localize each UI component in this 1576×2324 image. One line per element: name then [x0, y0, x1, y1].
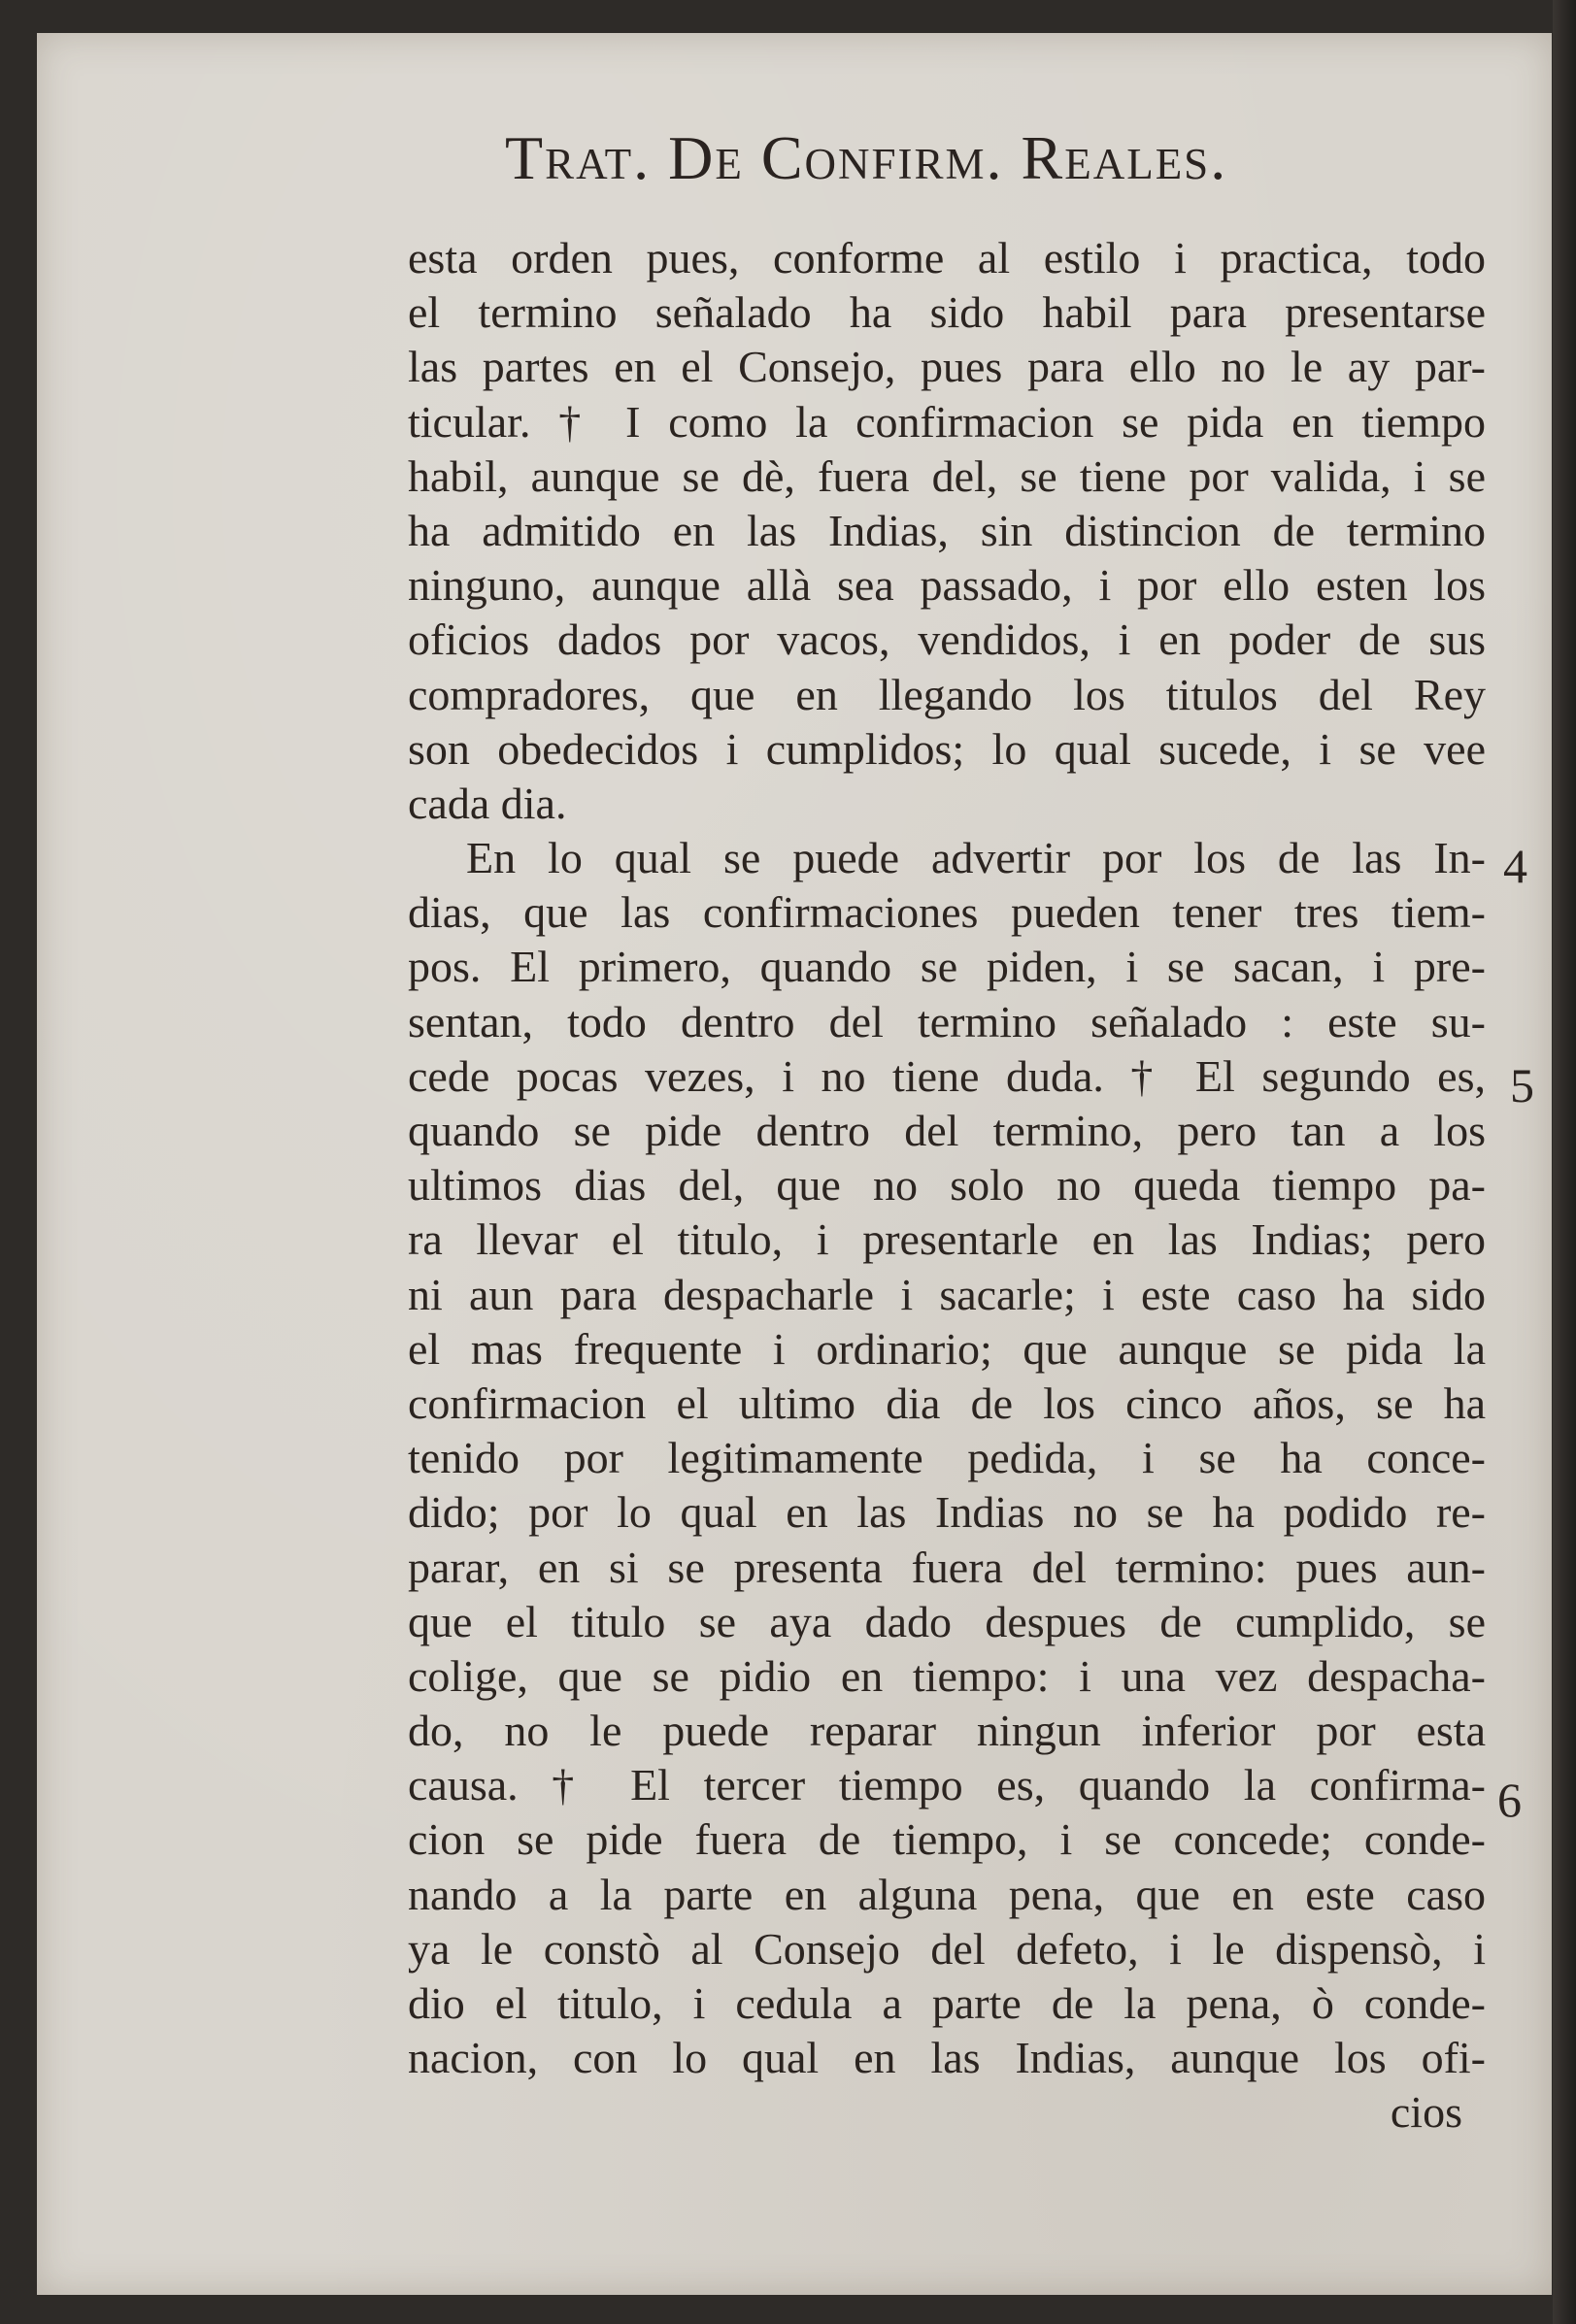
text-line: parar, en si se presenta fuera del termino: pues aun- — [408, 1542, 1486, 1592]
text-line: las partes en el Consejo, pues para ello no le ay par- — [408, 342, 1486, 392]
text-line: pos. El primero, quando se piden, i se sacan, i pre- — [408, 942, 1486, 992]
text-line: tenido por legitimamente pedida, i se ha conce- — [408, 1433, 1486, 1483]
text-line: ticular. † I como la confirmacion se pida en tiempo — [408, 396, 1486, 447]
margin-number: 4 — [1503, 839, 1527, 893]
text-line: sentan, todo dentro del termino señalado : este su- — [408, 996, 1486, 1046]
text-line: cion se pide fuera de tiempo, i se concede; conde- — [408, 1814, 1486, 1865]
text-line: confirmacion el ultimo dia de los cinco años, se ha — [408, 1378, 1486, 1428]
text-line: ya le constò al Consejo del defeto, i le dispensò, i — [408, 1923, 1486, 1974]
catchword: cios — [1390, 2087, 1462, 2138]
text-line: esta orden pues, conforme al estilo i practica, todo — [408, 233, 1486, 282]
body-text — [408, 231, 1486, 2141]
text-line: causa. † El tercer tiempo es, quando la confirma- — [408, 1760, 1486, 1810]
text-line: que el titulo se aya dado despues de cumplido, se — [408, 1596, 1486, 1646]
text-line: el mas frequente i ordinario; que aunque se pida la — [408, 1323, 1486, 1374]
text-line: cede pocas vezes, i no tiene duda. † El segundo es, — [408, 1050, 1486, 1101]
running-title: Trat. De Confirm. Reales. — [505, 123, 1228, 192]
text-line: dias, que las confirmaciones pueden tener tres tiem- — [408, 887, 1486, 938]
text-line: dio el titulo, i cedula a parte de la pena, ò conde- — [408, 1978, 1486, 2028]
text-line: nacion, con lo qual en las Indias, aunque los ofi- — [408, 2033, 1486, 2083]
text-line: quando se pide dentro del termino, pero tan a los — [408, 1106, 1486, 1155]
text-line: ninguno, aunque allà sea passado, i por ello esten los — [408, 560, 1486, 611]
text-line: ha admitido en las Indias, sin distincion de termino — [408, 505, 1486, 555]
text-line: colige, que se pidio en tiempo: i una vez despacha- — [408, 1650, 1486, 1701]
margin-number: 6 — [1497, 1773, 1522, 1827]
text-line: En lo qual se puede advertir por los de las In- — [466, 833, 1486, 883]
text-line: habil, aunque se dè, fuera del, se tiene por valida, i se — [408, 450, 1486, 501]
text-line: ultimos dias del, que no solo no queda tiempo pa- — [408, 1160, 1486, 1211]
margin-number: 5 — [1510, 1058, 1534, 1112]
text-line: do, no le puede reparar ningun inferior por esta — [408, 1706, 1486, 1756]
text-line: compradores, que en llegando los titulos del Rey — [408, 669, 1486, 719]
text-line: cada dia. — [408, 778, 567, 828]
text-line: ra llevar el titulo, i presentarle en las Indias; pero — [408, 1214, 1486, 1265]
text-line: ni aun para despacharle i sacarle; i este caso ha sido — [408, 1269, 1486, 1319]
text-line: son obedecidos i cumplidos; lo qual sucede, i se vee — [408, 723, 1486, 774]
text-line: dido; por lo qual en las Indias no se ha podido re- — [408, 1487, 1486, 1538]
text-line: el termino señalado ha sido habil para presentarse — [408, 287, 1486, 338]
text-line: oficios dados por vacos, vendidos, i en poder de sus — [408, 614, 1486, 665]
page-edge-shadow — [1553, 0, 1576, 2324]
text-line: nando a la parte en alguna pena, que en este caso — [408, 1869, 1486, 1919]
